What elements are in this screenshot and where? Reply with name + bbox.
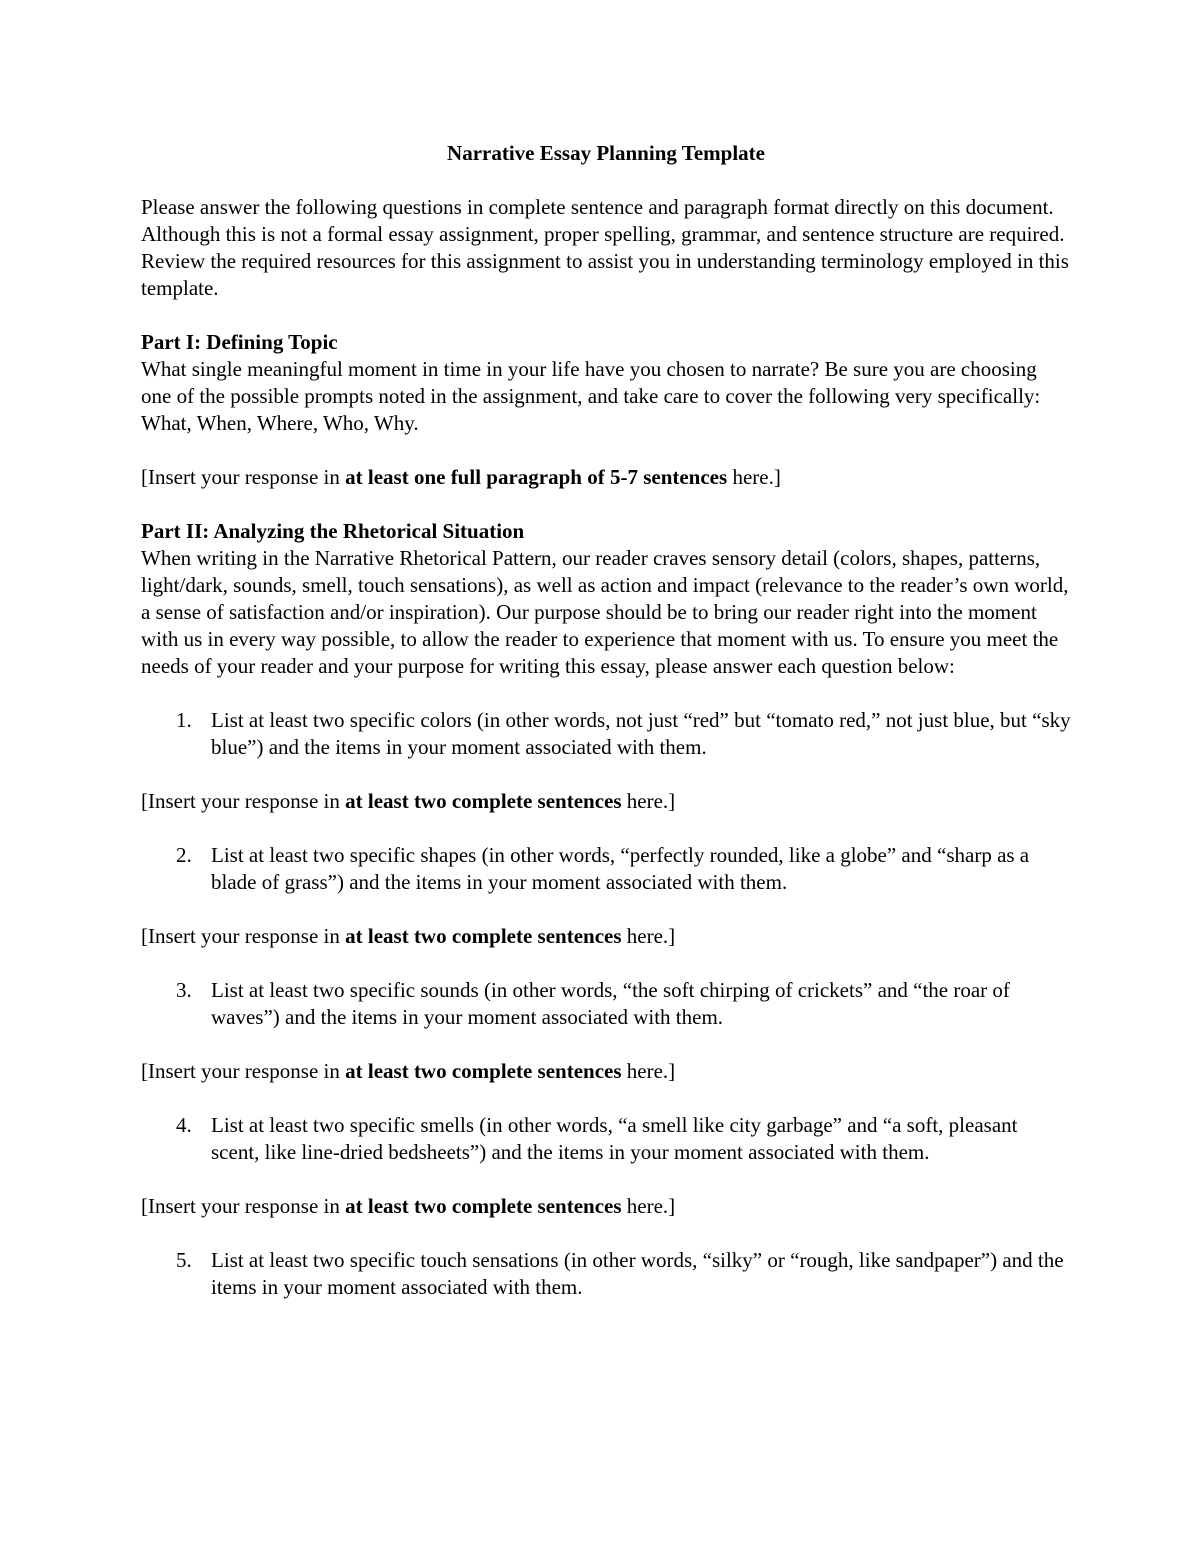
part1-heading: Part I: Defining Topic: [141, 330, 338, 354]
list-item: [141, 707, 1071, 761]
response-placeholder-2[interactable]: [141, 923, 1071, 950]
response-requirement: at least two complete sentences: [345, 924, 622, 948]
list-item-number: 2.: [176, 843, 192, 867]
response-post: here.]: [621, 924, 676, 948]
question-list-3: [141, 977, 1071, 1031]
list-item-text: List at least two specific colors (in other words, not just “red” but “tomato red,” not just blue, but “sky blue”) and the items in your moment associated with them.: [211, 708, 1071, 759]
response-pre: [Insert your response in: [141, 465, 346, 489]
list-item-text: List at least two specific shapes (in other words, “perfectly rounded, like a globe” and “sharp as a blade of grass”) and the items in your moment associated with them.: [211, 843, 1030, 894]
response-pre: [Insert your response in: [141, 789, 346, 813]
part1-section: [141, 329, 1071, 437]
response-requirement: at least two complete sentences: [345, 789, 622, 813]
document-title: Narrative Essay Planning Template: [447, 141, 765, 165]
part2-prompt: When writing in the Narrative Rhetorical Pattern, our reader craves sensory detail (colors, shapes, patterns, light/dark, sounds, smell, touch sensations), as well as action and impact (relevance to the reader’s own world, a sense of satisfaction and/or inspiration). Our purpose should be to bring our reader right into the moment with us in every way possible, to allow the reader to experience that moment with us. To ensure you meet the needs of your reader and your purpose for writing this essay, please answer each question below:: [141, 546, 1069, 678]
part1-prompt: What single meaningful moment in time in your life have you chosen to narrate? Be sure you are choosing one of the possible prompts noted in the assignment, and take care to cover the following very specifically: What, When, Where, Who, Why.: [141, 357, 1041, 435]
question-list-1: [141, 707, 1071, 761]
response-requirement: at least one full paragraph of 5-7 sentences: [345, 465, 728, 489]
part2-heading: Part II: Analyzing the Rhetorical Situation: [141, 519, 525, 543]
response-pre: [Insert your response in: [141, 1194, 346, 1218]
question-list-5: [141, 1247, 1071, 1301]
response-requirement: at least two complete sentences: [345, 1059, 622, 1083]
list-item: [141, 1112, 1071, 1166]
list-item-text: List at least two specific touch sensations (in other words, “silky” or “rough, like sandpaper”) and the items in your moment associated with them.: [211, 1248, 1064, 1299]
list-item-number: 1.: [176, 708, 192, 732]
intro-paragraph: Please answer the following questions in complete sentence and paragraph format directly on this document. Although this is not a formal essay assignment, proper spelling, grammar, and sentence structure are required. Review the required resources for this assignment to assist you in understanding terminology employed in this template.: [141, 195, 1069, 300]
response-placeholder-4[interactable]: [141, 1193, 1071, 1220]
response-pre: [Insert your response in: [141, 1059, 346, 1083]
response-post: here.]: [621, 1059, 676, 1083]
list-item-number: 4.: [176, 1113, 192, 1137]
list-item-text: List at least two specific sounds (in other words, “the soft chirping of crickets” and “the roar of waves”) and the items in your moment associated with them.: [211, 978, 1010, 1029]
list-item-number: 5.: [176, 1248, 192, 1272]
list-item: [141, 1247, 1071, 1301]
response-post: here.]: [727, 465, 781, 489]
part1-response-placeholder[interactable]: [141, 464, 1071, 491]
list-item-text: List at least two specific smells (in other words, “a smell like city garbage” and “a soft, pleasant scent, like line-dried bedsheets”) and the items in your moment associated with them.: [211, 1113, 1018, 1164]
list-item: [141, 842, 1071, 896]
question-list-4: [141, 1112, 1071, 1166]
response-post: here.]: [621, 1194, 676, 1218]
response-post: here.]: [621, 789, 676, 813]
response-placeholder-1[interactable]: [141, 788, 1071, 815]
part2-section: [141, 518, 1071, 680]
document-page: [141, 140, 1071, 1328]
response-placeholder-3[interactable]: [141, 1058, 1071, 1085]
question-list-2: [141, 842, 1071, 896]
response-pre: [Insert your response in: [141, 924, 346, 948]
list-item: [141, 977, 1071, 1031]
response-requirement: at least two complete sentences: [345, 1194, 622, 1218]
list-item-number: 3.: [176, 978, 192, 1002]
